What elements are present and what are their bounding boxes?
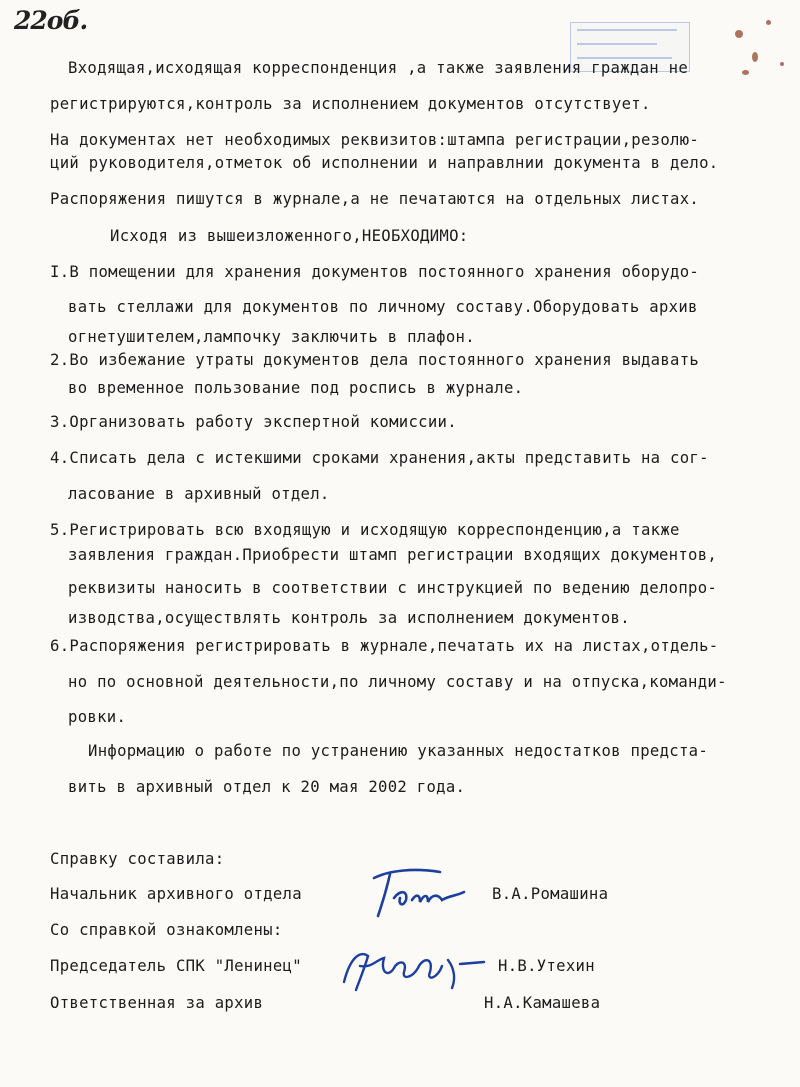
text-line: реквизиты наносить в соответствии с инструкцией по ведению делопро- — [68, 579, 718, 597]
text-line: во временное пользование под роспись в журнале. — [68, 379, 524, 397]
position-head-label: Начальник архивного отдела — [50, 885, 302, 903]
text-line: но по основной деятельности,по личному составу и на отпуска,команди- — [68, 673, 727, 691]
text-line: ровки. — [68, 708, 127, 726]
text-line: вать стеллажи для документов по личному составу.Оборудовать архив — [68, 298, 698, 316]
text-line: На документах нет необходимых реквизитов:штампа регистрации,резолю- — [50, 131, 700, 149]
ink-blot — [742, 70, 749, 75]
text-line: Информацию о работе по устранению указанных недостатков предста- — [88, 742, 709, 760]
text-line: Распоряжения пишутся в журнале,а не печатаются на отдельных листах. — [50, 190, 700, 208]
ink-blot — [780, 62, 784, 66]
ink-blot — [766, 20, 771, 25]
text-line: 5.Регистрировать всю входящую и исходящую корреспонденцию,а также — [50, 521, 680, 539]
compiled-by-label: Справку составила: — [50, 850, 225, 868]
signature-chairman — [338, 938, 488, 998]
text-line: ласование в архивный отдел. — [68, 485, 330, 503]
signature-head — [360, 862, 470, 922]
text-line: изводства,осуществлять контроль за исполнением документов. — [68, 609, 630, 627]
position-archivist-label: Ответственная за архив — [50, 994, 264, 1012]
name-head: В.А.Ромашина — [492, 885, 609, 903]
page-number: 22об. — [14, 6, 88, 35]
position-chairman-label: Председатель СПК "Ленинец" — [50, 957, 302, 975]
name-chairman: Н.В.Утехин — [498, 957, 595, 975]
ink-blot — [752, 52, 758, 62]
text-line: Входящая,исходящая корреспонденция ,а также заявления граждан не — [68, 59, 689, 77]
text-line: 2.Во избежание утраты документов дела постоянного хранения выдавать — [50, 351, 700, 369]
text-line: Исходя из вышеизложенного,НЕОБХОДИМО: — [110, 227, 469, 245]
name-archivist: Н.А.Камашева — [484, 994, 601, 1012]
text-line: вить в архивный отдел к 20 мая 2002 года. — [68, 778, 466, 796]
text-line: заявления граждан.Приобрести штамп регистрации входящих документов, — [68, 546, 718, 564]
text-line: 6.Распоряжения регистрировать в журнале,печатать их на листах,отдель- — [50, 637, 719, 655]
acquainted-label: Со справкой ознакомлены: — [50, 921, 283, 939]
text-line: 3.Организовать работу экспертной комиссии. — [50, 413, 457, 431]
text-line: 4.Списать дела с истекшими сроками хранения,акты представить на сог- — [50, 449, 709, 467]
text-line: ций руководителя,отметок об исполнении и направлнии документа в дело. — [50, 154, 719, 172]
text-line: регистрируются,контроль за исполнением документов отсутствует. — [50, 95, 651, 113]
text-line: I.В помещении для хранения документов постоянного хранения оборудо- — [50, 263, 700, 281]
ink-blot — [735, 30, 743, 38]
text-line: огнетушителем,лампочку заключить в плафон. — [68, 328, 475, 346]
